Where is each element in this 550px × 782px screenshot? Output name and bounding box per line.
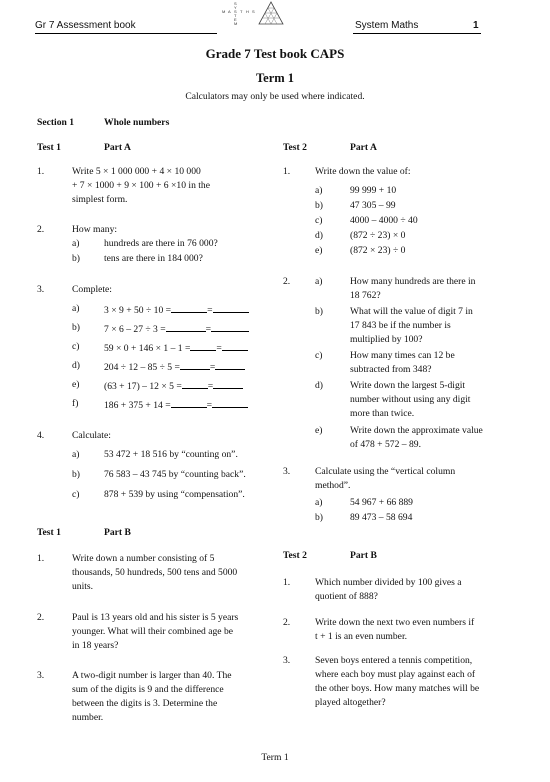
item-letter: b) <box>72 322 80 333</box>
item-text: (872 ÷ 23) × 0 <box>350 230 406 241</box>
header-page-number: 1 <box>473 20 479 31</box>
text-line: of 478 + 572 – 89. <box>350 439 421 450</box>
text-line: + 7 × 1000 + 9 × 100 + 6 ×10 in the <box>72 180 210 191</box>
header-underline-right <box>353 33 481 34</box>
answer-blank[interactable] <box>213 303 249 313</box>
answer-blank[interactable] <box>182 379 208 389</box>
item-text: 76 583 – 43 745 by “counting back”. <box>104 469 246 480</box>
item-text: 89 473 – 58 694 <box>350 512 413 523</box>
question-text <box>72 552 237 594</box>
text-line: t + 1 is an even number. <box>315 631 408 642</box>
logo-letter: M <box>234 21 238 26</box>
item-text <box>350 305 473 347</box>
item-letter: c) <box>315 350 323 361</box>
item-text <box>350 275 475 303</box>
item-text: 878 + 539 by using “compensation”. <box>104 489 245 500</box>
item-text: 47 305 – 99 <box>350 200 396 211</box>
text-line: Write 5 × 1 000 000 + 4 × 10 000 <box>72 166 201 177</box>
item-text: 59 × 0 + 146 × 1 – 1 = <box>104 343 191 354</box>
section-label: Section 1 <box>37 117 75 128</box>
text-line: more than twice. <box>350 408 415 419</box>
item-text: 204 ÷ 12 – 85 ÷ 5 = <box>104 362 180 373</box>
equals-sign: = <box>206 400 213 411</box>
answer-blank[interactable] <box>212 398 248 408</box>
text-line: number without using any digit <box>350 394 471 405</box>
item-letter: d) <box>72 360 80 371</box>
text-line: What will the value of digit 7 in <box>350 306 473 317</box>
item-letter: c) <box>72 489 80 500</box>
item-text <box>350 424 483 452</box>
question-text: Calculate: <box>72 430 111 441</box>
item-text: 186 + 375 + 14 = <box>104 400 171 411</box>
text-line: Write down the approximate value <box>350 425 483 436</box>
term-heading: Term 1 <box>255 71 295 85</box>
answer-blank[interactable] <box>213 379 243 389</box>
calculator-note: Calculators may only be used where indicated. <box>185 91 365 102</box>
question-text <box>315 654 479 710</box>
header-series: System Maths <box>355 20 419 31</box>
item-text: 99 999 + 10 <box>350 185 397 196</box>
question-number: 1. <box>283 166 291 177</box>
text-line: A two-digit number is larger than 40. The <box>72 670 232 681</box>
text-line: sum of the digits is 9 and the difference <box>72 684 224 695</box>
question-number: 2. <box>283 276 291 287</box>
text-line: method”. <box>315 480 351 491</box>
text-line: played altogether? <box>315 697 386 708</box>
text-line: Write down the next two even numbers if <box>315 617 475 628</box>
test1-label: Test 1 <box>37 142 61 153</box>
equals-sign: = <box>207 381 214 392</box>
item-letter: b) <box>315 306 323 317</box>
text-line: where each boy must play against each of <box>315 669 476 680</box>
equals-sign: = <box>205 324 212 335</box>
question-text: Write down the value of: <box>315 166 411 177</box>
question-number: 3. <box>37 284 45 295</box>
logo-letter: S <box>234 9 237 14</box>
logo-letter: M <box>222 9 226 14</box>
fill-in-equation <box>104 322 249 335</box>
section-name: Whole numbers <box>104 117 170 128</box>
question-text <box>315 616 474 644</box>
answer-blank[interactable] <box>180 360 210 370</box>
question-number: 3. <box>37 670 45 681</box>
header-underline-left <box>35 33 217 34</box>
text-line: Write down a number consisting of 5 <box>72 553 215 564</box>
text-line: the other boys. How many matches will be <box>315 683 480 694</box>
text-line: quotient of 888? <box>315 591 378 602</box>
text-line: thousands, 50 hundreds, 500 tens and 5000 <box>72 567 238 578</box>
question-number: 2. <box>37 224 45 235</box>
text-line: 17 843 be if the number is <box>350 320 451 331</box>
question-number: 1. <box>283 577 291 588</box>
item-text: (872 × 23) ÷ 0 <box>350 245 406 256</box>
question-number: 2. <box>37 612 45 623</box>
page-title: Grade 7 Test book CAPS <box>205 46 345 61</box>
item-text: tens are there in 184 000? <box>104 253 203 264</box>
question-text <box>315 576 462 604</box>
item-letter: a) <box>72 303 80 314</box>
text-line: between the digits is 3. Determine the <box>72 698 218 709</box>
item-text: (63 + 17) – 12 × 5 = <box>104 381 182 392</box>
logo-letter: T <box>234 13 237 18</box>
item-letter: a) <box>315 497 323 508</box>
answer-blank[interactable] <box>190 341 216 351</box>
text-line: Calculate using the “vertical column <box>315 466 456 477</box>
item-letter: c) <box>72 341 80 352</box>
question-text: Complete: <box>72 284 112 295</box>
item-letter: a) <box>315 276 323 287</box>
test1-label: Test 1 <box>37 527 61 538</box>
answer-blank[interactable] <box>215 360 245 370</box>
item-letter: e) <box>72 379 80 390</box>
text-line: Seven boys entered a tennis competition, <box>315 655 473 666</box>
fill-in-equation <box>104 360 245 373</box>
test1-part-a-label: Part A <box>104 142 131 153</box>
answer-blank[interactable] <box>171 303 207 313</box>
test2-part-a-label: Part A <box>350 142 377 153</box>
text-line: multiplied by 100? <box>350 334 423 345</box>
logo-letter: H <box>246 9 249 14</box>
item-letter: a) <box>315 185 323 196</box>
answer-blank[interactable] <box>211 322 249 332</box>
equals-sign: = <box>207 305 213 316</box>
text-line: Write down the largest 5-digit <box>350 380 466 391</box>
question-text: How many: <box>72 224 118 235</box>
item-text: 3 × 9 + 50 ÷ 10 = <box>104 305 172 316</box>
test2-label: Test 2 <box>283 550 307 561</box>
question-number: 3. <box>283 466 291 477</box>
item-text: 4000 – 4000 ÷ 40 <box>350 215 418 226</box>
item-letter: d) <box>315 230 323 241</box>
item-letter: e) <box>315 245 323 256</box>
text-line: units. <box>72 581 94 592</box>
text-line: subtracted from 348? <box>350 364 432 375</box>
text-line: Which number divided by 100 gives a <box>315 577 462 588</box>
item-text: 54 967 + 66 889 <box>350 497 413 508</box>
fill-in-equation <box>104 379 243 392</box>
logo-letter: A <box>228 9 231 14</box>
page-footer: Term 1 <box>261 752 289 763</box>
question-number: 1. <box>37 553 45 564</box>
text-line: 18 762? <box>350 290 381 301</box>
test2-label: Test 2 <box>283 142 307 153</box>
equals-sign: = <box>209 362 216 373</box>
text-line: How many times can 12 be <box>350 350 455 361</box>
logo-letter: T <box>240 9 243 14</box>
question-number: 1. <box>37 166 45 177</box>
item-letter: b) <box>72 469 80 480</box>
item-letter: d) <box>315 380 323 391</box>
text-line: Paul is 13 years old and his sister is 5 years <box>72 612 239 623</box>
text-line: simplest form. <box>72 194 128 205</box>
item-text: 53 472 + 18 516 by “counting on”. <box>104 449 238 460</box>
logo-letter: S <box>234 1 237 6</box>
text-line: How many hundreds are there in <box>350 276 476 287</box>
question-text <box>315 465 455 493</box>
item-text <box>350 349 455 377</box>
item-letter: b) <box>72 253 80 264</box>
item-text: hundreds are there in 76 000? <box>104 238 218 249</box>
text-line: younger. What will their combined age be <box>72 626 234 637</box>
item-letter: c) <box>315 215 323 226</box>
header-book-title: Gr 7 Assessment book <box>35 20 136 31</box>
text-line: number. <box>72 712 104 723</box>
equals-sign: = <box>216 343 222 354</box>
item-letter: b) <box>315 200 323 211</box>
item-letter: a) <box>72 449 80 460</box>
text-line: in 18 years? <box>72 640 119 651</box>
item-letter: b) <box>315 512 323 523</box>
answer-blank[interactable] <box>166 322 206 332</box>
logo-letter: Y <box>234 5 237 10</box>
fill-in-equation <box>104 303 249 316</box>
question-text <box>72 611 238 653</box>
question-number: 2. <box>283 617 291 628</box>
item-text: 7 × 6 – 27 ÷ 3 = <box>104 324 166 335</box>
question-text <box>72 669 232 725</box>
item-letter: e) <box>315 425 323 436</box>
answer-blank[interactable] <box>171 398 207 408</box>
question-number: 3. <box>283 655 291 666</box>
answer-blank[interactable] <box>222 341 248 351</box>
system-maths-logo <box>217 0 297 26</box>
test2-part-b-label: Part B <box>350 550 377 561</box>
logo-letter: E <box>234 17 237 22</box>
item-letter: a) <box>72 238 80 249</box>
question-text <box>72 165 210 207</box>
fill-in-equation <box>104 398 248 411</box>
item-letter: f) <box>72 398 79 409</box>
item-text <box>350 379 470 421</box>
fill-in-equation <box>104 341 248 354</box>
logo-letter: S <box>252 9 255 14</box>
test1-part-b-label: Part B <box>104 527 131 538</box>
question-number: 4. <box>37 430 45 441</box>
